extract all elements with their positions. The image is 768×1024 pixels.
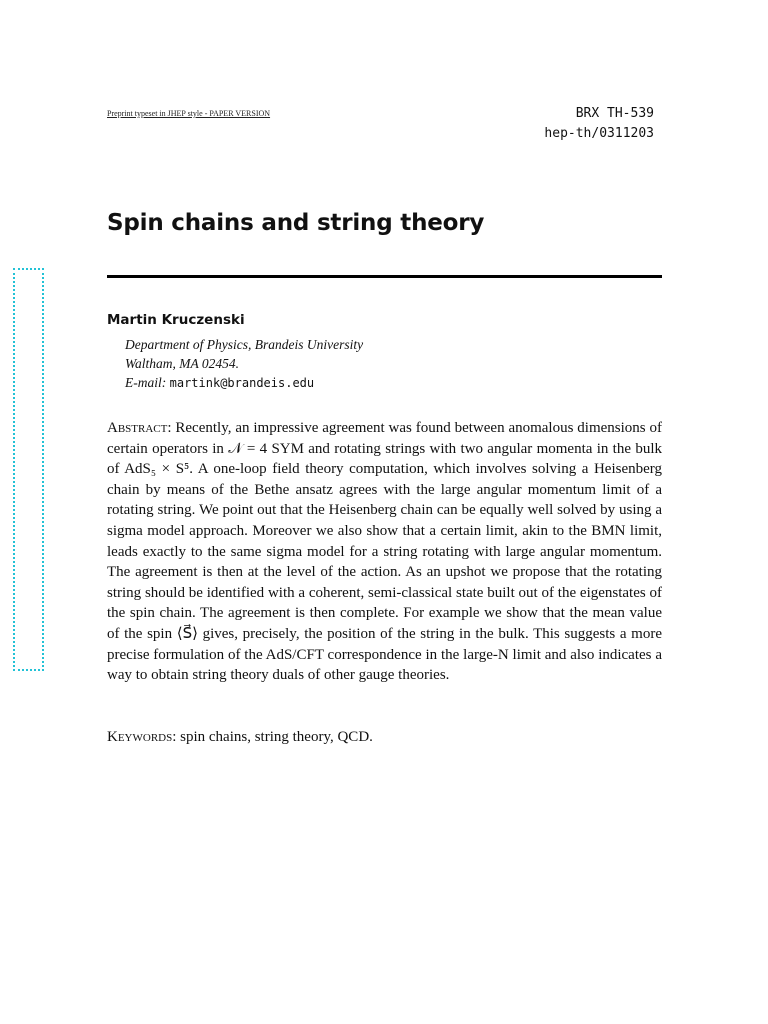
email-label: E-mail: bbox=[125, 375, 167, 390]
abstract bbox=[107, 418, 662, 686]
email-line bbox=[125, 373, 363, 393]
affiliation bbox=[125, 335, 363, 393]
abstract-text: Recently, an impressive agreement was found between anomalous dimensions of certain operators in 𝒩 = 4 SYM and rotating strings with two angular momenta in the bulk of AdS₅ × S⁵. A one-loop field theory computation, which involves solving a Heisenberg chain by means of the Bethe ansatz agrees with the large angular momentum limit of a rotating string. We point out that the Heisenberg chain can be equally well solved by using a sigma model approach. Moreover we also show that a certain limit, akin to the BMN limit, leads exactly to the same sigma model for a string rotating with large angular momentum. The agreement is then at the level of the action. As an upshot we propose that the rotating string should be identified with a coherent, semi-classical state built out of the eigenstates of the spin chain. The agreement is then complete. For example we show that the mean value of the spin ⟨S⃗⟩ gives, precisely, the position of the string in the bulk. This suggests a more precise formulation of the AdS/CFT correspondence in the large-N limit and also indicates a way to obtain string theory duals of other gauge theories. bbox=[107, 420, 663, 684]
affiliation-department: Department of Physics, Brandeis University bbox=[125, 337, 364, 352]
preprint-note: Preprint typeset in JHEP style - PAPER VERSION bbox=[107, 109, 271, 118]
email-address[interactable]: martink@brandeis.edu bbox=[169, 376, 315, 390]
report-number: BRX TH-539 bbox=[575, 106, 654, 121]
affiliation-location: Waltham, MA 02454. bbox=[125, 356, 240, 371]
title-rule bbox=[107, 275, 662, 278]
arxiv-id: hep-th/0311203 bbox=[544, 126, 654, 141]
link-annotation-box[interactable] bbox=[13, 268, 44, 671]
author-name: Martin Kruczenski bbox=[107, 312, 245, 328]
keywords-text: spin chains, string theory, QCD. bbox=[180, 729, 373, 745]
keywords bbox=[107, 729, 373, 746]
paper-title: Spin chains and string theory bbox=[107, 210, 485, 236]
abstract-label: Abstract: bbox=[107, 420, 172, 436]
keywords-label: Keywords: bbox=[107, 729, 177, 745]
report-numbers bbox=[544, 104, 654, 144]
